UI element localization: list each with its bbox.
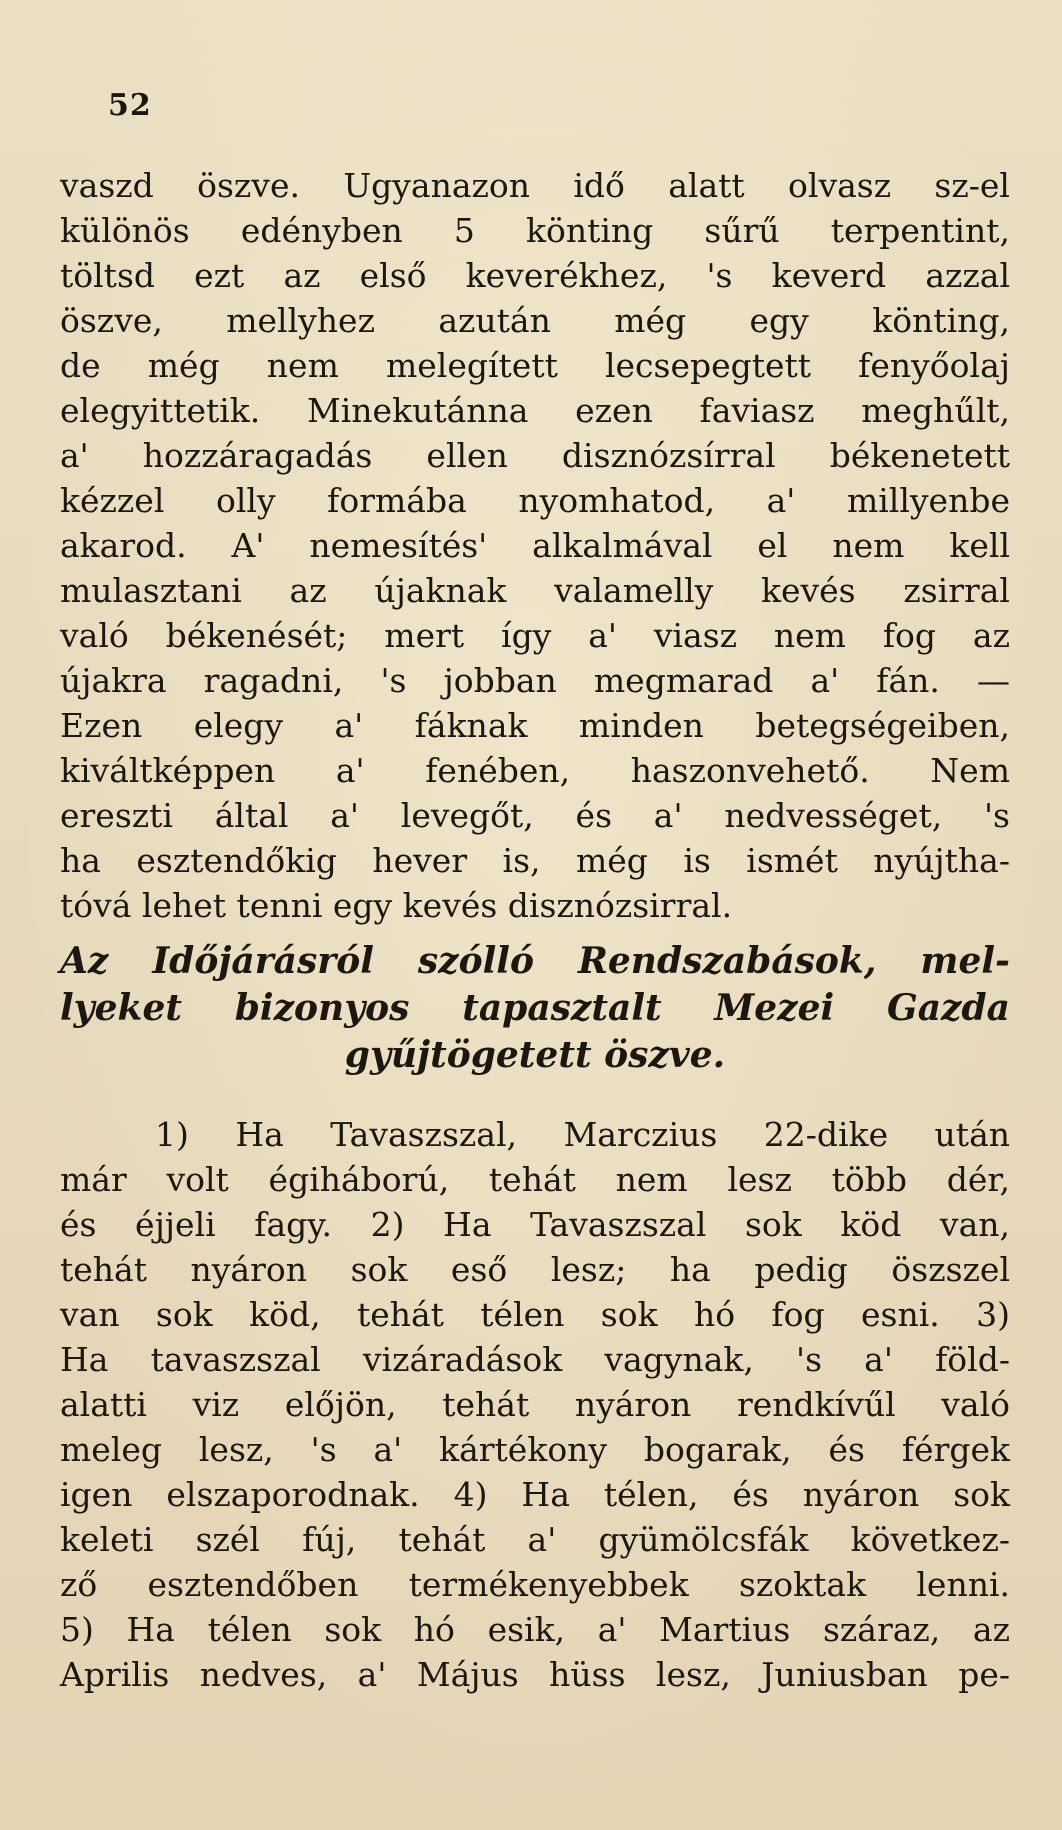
text-line: igen elszaporodnak. 4) Ha télen, és nyáron sok [60, 1475, 1010, 1514]
text-line: már volt égiháború, tehát nem lesz több dér, [60, 1160, 1010, 1199]
section-heading [60, 938, 1010, 1079]
text-line: akarod. A' nemesítés' alkalmával el nem kell [60, 526, 1010, 565]
text-line: alatti viz előjön, tehát nyáron rendkívűl való [60, 1385, 1010, 1424]
heading-line: lyeket bizonyos tapasztalt Mezei Gazda [60, 987, 1010, 1029]
paragraph-1 [60, 163, 1010, 928]
text-line: újakra ragadni, 's jobban megmarad a' fán. — [60, 661, 1010, 700]
text-line: és éjjeli fagy. 2) Ha Tavaszszal sok köd van, [60, 1205, 1010, 1244]
text-line: keleti szél fúj, tehát a' gyümölcsfák következ- [60, 1520, 1010, 1559]
text-line: öszve, mellyhez azután még egy könting, [60, 301, 1010, 340]
text-line: kézzel olly formába nyomhatod, a' millyenbe [60, 481, 1010, 520]
text-line: különös edényben 5 könting sűrű terpentint, [60, 211, 1010, 250]
paragraph-2 [60, 1112, 1010, 1697]
text-line: elegyittetik. Minekutánna ezen faviasz meghűlt, [60, 391, 1010, 430]
text-line: ha esztendőkig hever is, még is ismét nyújtha- [60, 841, 1010, 880]
text-line: Aprilis nedves, a' Május hüss lesz, Juniusban pe- [60, 1655, 1010, 1694]
text-line: Ezen elegy a' fáknak minden betegségeiben, [60, 706, 1010, 745]
text-line: való békenését; mert így a' viasz nem fog az [60, 616, 1010, 655]
heading-line: Az Időjárásról szólló Rendszabások, mel- [60, 940, 1010, 982]
text-line: tóvá lehet tenni egy kevés disznózsirral. [60, 886, 733, 925]
text-line: 1) Ha Tavaszszal, Marczius 22-dike után [155, 1115, 1010, 1154]
page-number: 52 [108, 88, 152, 123]
text-line: de még nem melegített lecsepegtett fenyőolaj [60, 346, 1010, 385]
text-line: mulasztani az újaknak valamelly kevés zsirral [60, 571, 1010, 610]
text-line: kiváltképpen a' fenében, haszonvehető. Nem [60, 751, 1010, 790]
text-line: tehát nyáron sok eső lesz; ha pedig öszszel [60, 1250, 1010, 1289]
text-line: ző esztendőben termékenyebbek szoktak lenni. [60, 1565, 1010, 1604]
text-line: a' hozzáragadás ellen disznózsírral békenetett [60, 436, 1010, 475]
heading-line: gyűjtögetett öszve. [344, 1034, 726, 1076]
text-line: meleg lesz, 's a' kártékony bogarak, és férgek [60, 1430, 1010, 1469]
text-line: ereszti által a' levegőt, és a' nedvességet, 's [60, 796, 1010, 835]
text-line: Ha tavaszszal vizáradások vagynak, 's a' föld- [60, 1340, 1010, 1379]
text-line: 5) Ha télen sok hó esik, a' Martius száraz, az [60, 1610, 1010, 1649]
text-line: van sok köd, tehát télen sok hó fog esni. 3) [60, 1295, 1010, 1334]
text-line: vaszd öszve. Ugyanazon idő alatt olvasz sz-el [60, 166, 1010, 205]
text-line: töltsd ezt az első keverékhez, 's keverd azzal [60, 256, 1010, 295]
